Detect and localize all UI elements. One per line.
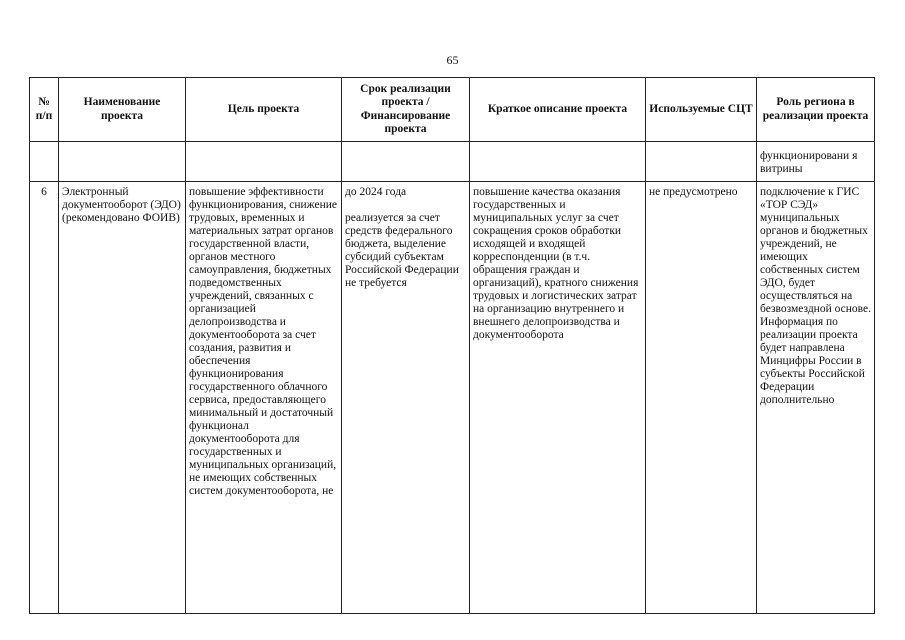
header-term: Срок реализации проекта / Финансирование проекта (342, 78, 470, 142)
projects-table (29, 77, 875, 614)
cell-num: 6 (30, 182, 59, 614)
cell-desc: повышение качества оказания государственных и муниципальных услуг за счет сокращения сроков обработки исходящей и входящей корреспонденции (в т.ч. обращения граждан и организаций), кратного снижения трудовых и логистических затрат на организацию внутреннего и внешнего делопроизводства и документооборота (470, 182, 646, 614)
header-role: Роль региона в реализации проекта (757, 78, 875, 142)
cell-name: Электронный документооборот (ЭДО) (рекомендовано ФОИВ) (59, 182, 186, 614)
header-sct: Используемые СЦТ (646, 78, 757, 142)
header-goal: Цель проекта (186, 78, 342, 142)
cell-num (30, 142, 59, 182)
cell-sct (646, 142, 757, 182)
header-num: № п/п (30, 78, 59, 142)
table-row (30, 182, 875, 614)
cell-role: подключение к ГИС «ТОР СЭД» муниципальных органов и бюджетных учреждений, не имеющих собственных систем ЭДО, будет осуществляться на безвозмездной основе. Информация по реализации проекта будет направлена Минцифры России в субъекты Российской Федерации дополнительно (757, 182, 875, 614)
cell-sct: не предусмотрено (646, 182, 757, 614)
cell-term (342, 142, 470, 182)
table-row (30, 142, 875, 182)
term-text: до 2024 года (345, 186, 407, 198)
funding-text: реализуется за счет средств федерального бюджета, выделение субсидий субъектам Российской Федерации не требуется (345, 212, 459, 289)
cell-name (59, 142, 186, 182)
table-header-row (30, 78, 875, 142)
page-number: 65 (446, 53, 459, 67)
header-name: Наименование проекта (59, 78, 186, 142)
cell-goal: повышение эффективности функционирования, снижение трудовых, временных и материальных затрат органов государственной власти, органов местного самоуправления, бюджетных подведомственных учреждений, связанных с организацией делопроизводства и документооборота за счет создания, развития и обеспечения функционирования государственного облачного сервиса, предоставляющего минимальный и достаточный функционал документооборота для государственных и муниципальных организаций, не имеющих собственных систем документооборота, не (186, 182, 342, 614)
cell-goal (186, 142, 342, 182)
cell-term (342, 182, 470, 614)
cell-desc (470, 142, 646, 182)
cell-role: функционировани я витрины (757, 142, 875, 182)
header-desc: Краткое описание проекта (470, 78, 646, 142)
